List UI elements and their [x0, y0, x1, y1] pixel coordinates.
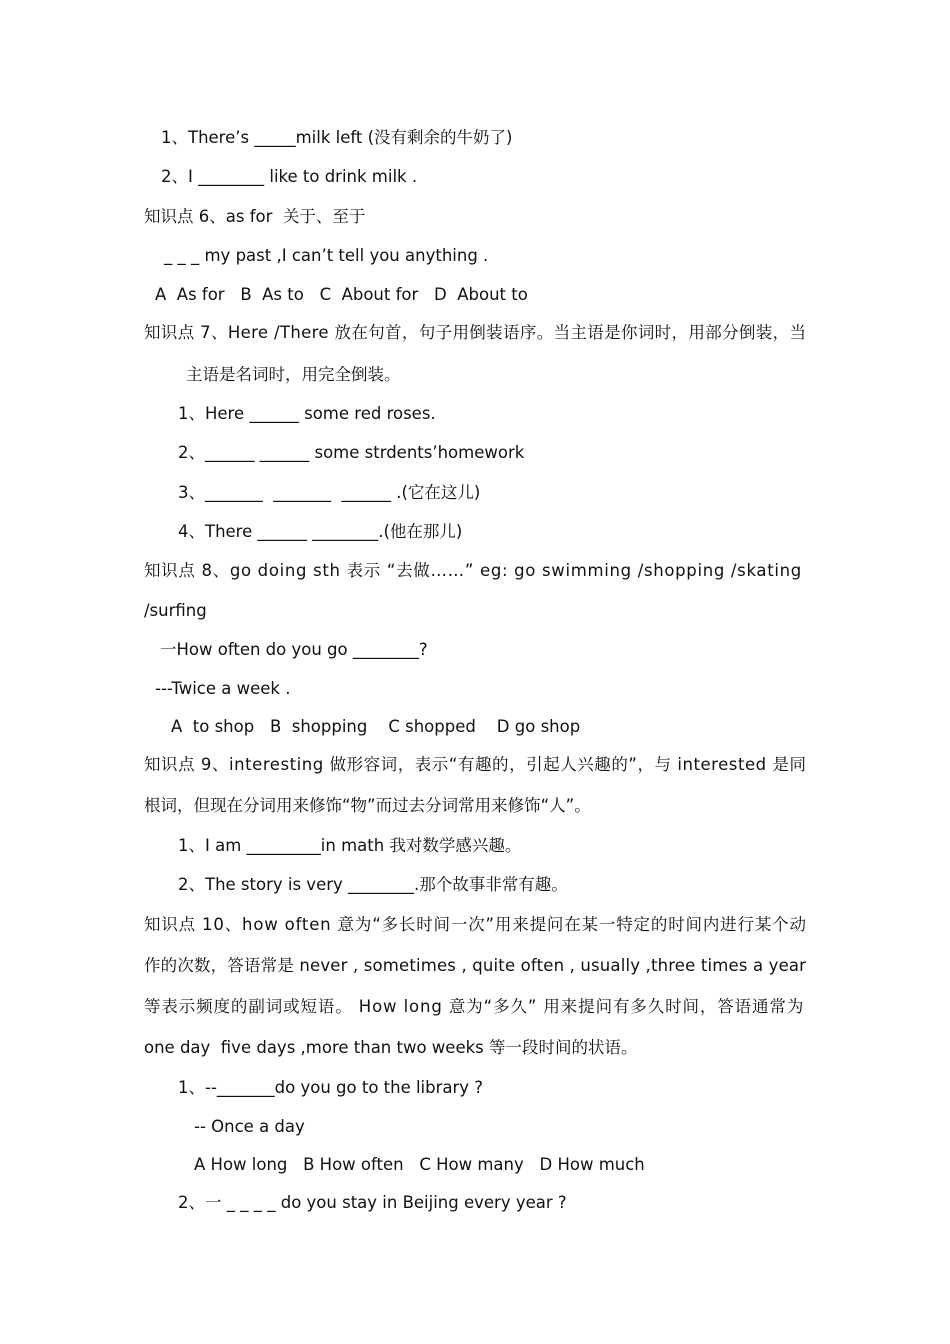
exercise-line: 2、The story is very ________.那个故事非常有趣。 [178, 875, 568, 894]
exercise-line: 3、_______ _______ ______ .(它在这儿) [178, 483, 481, 502]
knowledge-point-heading: 知识点 9、interesting 做形容词，表示“有趣的，引起人兴趣的”，与 interested 是同 [144, 755, 807, 774]
exercise-line: 2、一 _ _ _ _ do you stay in Beijing every year ? [178, 1193, 567, 1212]
exercise-line: ---Twice a week . [155, 679, 291, 698]
knowledge-point-heading: 知识点 10、how often 意为“多长时间一次”用来提问在某一特定的时间内进行某个动 [144, 915, 807, 934]
answer-options: A As for B As to C About for D About to [155, 285, 528, 304]
paragraph-line: 主语是名词时，用完全倒装。 [186, 365, 401, 384]
exercise-line: 一How often do you go ________? [160, 640, 428, 659]
exercise-line: 1、--_______do you go to the library ? [178, 1078, 484, 1097]
exercise-line: 1、Here ______ some red roses. [178, 404, 436, 423]
knowledge-point-heading: 知识点 7、Here /There 放在句首，句子用倒装语序。当主语是你词时，用部分倒装，当 [144, 323, 807, 342]
exercise-line: -- Once a day [194, 1117, 305, 1136]
paragraph-line: one day five days ,more than two weeks 等一段时间的状语。 [144, 1038, 638, 1057]
exercise-line: _ _ _ my past ,I can’t tell you anything . [164, 246, 489, 265]
exercise-line: 1、There’s _____milk left (没有剩余的牛奶了) [161, 128, 513, 147]
knowledge-point-heading: 知识点 8、go doing sth 表示 “去做……” eg: go swimming /shopping /skating [144, 561, 802, 580]
exercise-line: 2、______ ______ some strdents’homework [178, 443, 525, 462]
answer-options: A How long B How often C How many D How much [194, 1155, 645, 1174]
knowledge-point-heading: 知识点 6、as for 关于、至于 [144, 207, 366, 226]
exercise-line: 2、I ________ like to drink milk . [161, 167, 418, 186]
paragraph-line: /surfing [144, 601, 207, 620]
paragraph-line: 根词，但现在分词用来修饰“物”而过去分词常用来修饰“人”。 [144, 796, 591, 815]
paragraph-line: 等表示频度的副词或短语。 How long 意为“多久” 用来提问有多久时间，答语通常为 [144, 997, 805, 1016]
answer-options: A to shop B shopping C shopped D go shop [171, 717, 581, 736]
paragraph-line: 作的次数，答语常是 never , sometimes , quite often , usually ,three times a year [144, 956, 807, 975]
exercise-line: 1、I am _________in math 我对数学感兴趣。 [178, 836, 522, 855]
exercise-line: 4、There ______ ________.(他在那儿) [178, 522, 463, 541]
